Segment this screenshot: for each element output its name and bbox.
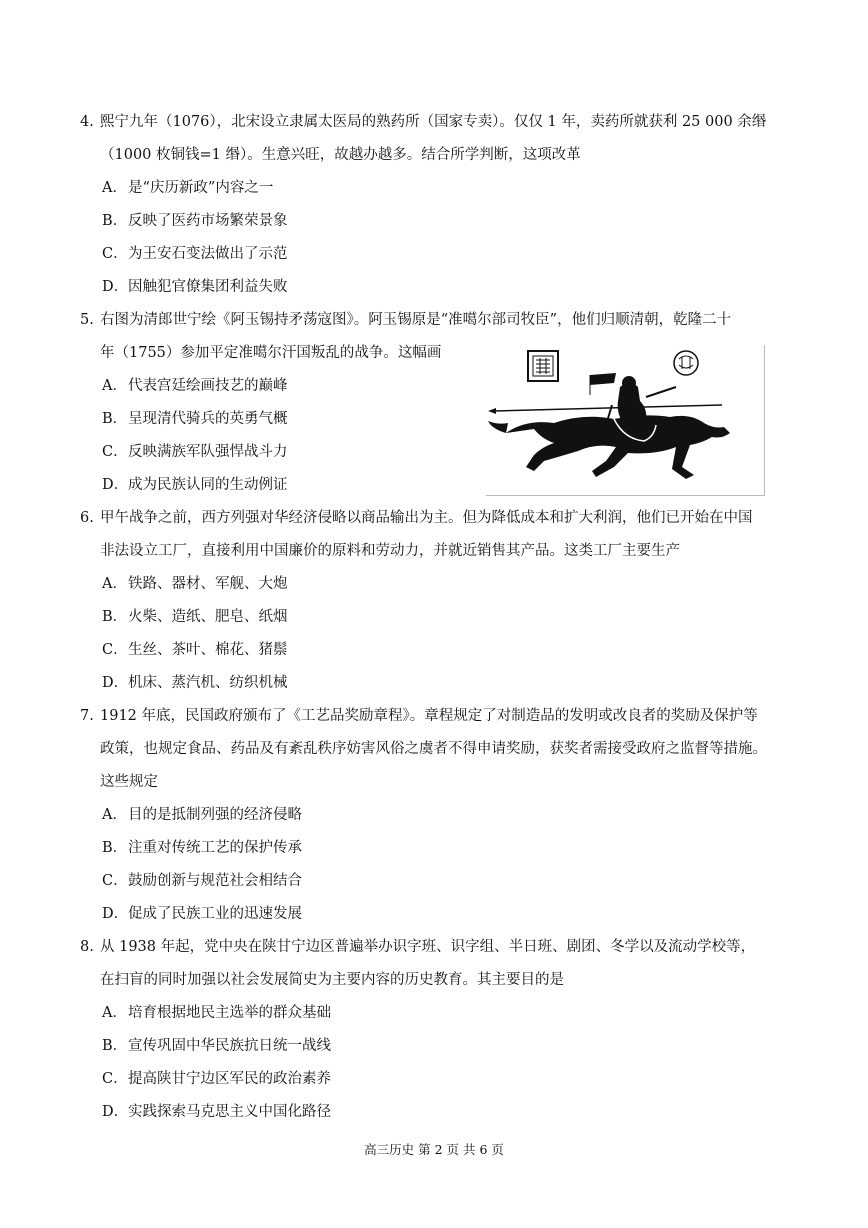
question-5-option-c: C．反映满族军队强悍战斗力 <box>102 444 288 460</box>
horseman-drawing <box>486 345 764 495</box>
question-7-option-b: B．注重对传统工艺的保护传承 <box>102 840 302 856</box>
question-6-option-b: B．火柴、造纸、肥皂、纸烟 <box>102 609 288 625</box>
question-5-option-b: B．呈现清代骑兵的英勇气概 <box>102 411 288 427</box>
question-5-option-d: D．成为民族认同的生动例证 <box>102 477 288 493</box>
question-4-option-b: B．反映了医药市场繁荣景象 <box>102 213 288 229</box>
question-7-option-d: D．促成了民族工业的迅速发展 <box>102 906 302 922</box>
question-5-number: 5. <box>80 312 94 328</box>
question-7-line-3: 这些规定 <box>100 774 158 790</box>
question-8-number: 8. <box>80 939 94 955</box>
question-4-line-1: 4. 熙宁九年（1076），北宋设立隶属太医局的熟药所（国家专卖）。仅仅 1 年，卖药所就获利 25 000 余缗 <box>80 114 767 130</box>
question-8-line-2: 在扫盲的同时加强以社会发展简史为主要内容的历史教育。其主要目的是 <box>100 972 564 988</box>
question-5-line-2: 年（1755）参加平定准噶尔汗国叛乱的战争。这幅画 <box>100 345 442 361</box>
question-5-option-a: A．代表宫廷绘画技艺的巅峰 <box>102 378 288 394</box>
question-8-line-1: 8. 从 1938 年起，党中央在陕甘宁边区普遍举办识字班、识字组、半日班、剧团、冬学以及流动学校等， <box>80 939 756 955</box>
question-6-option-a: A．铁路、器材、军舰、大炮 <box>102 576 288 592</box>
page-footer: 高三历史 第 2 页 共 6 页 <box>364 1142 504 1157</box>
question-8-option-d: D．实践探索马克思主义中国化路径 <box>102 1104 331 1120</box>
question-7-number: 7. <box>80 708 94 724</box>
question-7-option-c: C．鼓励创新与规范社会相结合 <box>102 873 302 889</box>
question-8-option-b: B．宣传巩固中华民族抗日统一战线 <box>102 1038 331 1054</box>
question-4-option-c: C．为王安石变法做出了示范 <box>102 246 288 262</box>
question-8-option-c: C．提高陕甘宁边区军民的政治素养 <box>102 1071 331 1087</box>
question-6-option-c: C．生丝、茶叶、棉花、猪鬃 <box>102 642 288 658</box>
question-8-option-a: A．培育根据地民主选举的群众基础 <box>102 1005 331 1021</box>
question-4-option-d: D．因触犯官僚集团利益失败 <box>102 279 288 295</box>
question-4-option-a: A．是“庆历新政”内容之一 <box>102 180 274 196</box>
question-4-line-2: （1000 枚铜钱=1 缗）。生意兴旺，故越办越多。结合所学判断，这项改革 <box>100 147 581 163</box>
question-6-number: 6. <box>80 510 94 526</box>
question-6-option-d: D．机床、蒸汽机、纺织机械 <box>102 675 288 691</box>
question-6-line-1: 6. 甲午战争之前，西方列强对华经济侵略以商品输出为主。但为降低成本和扩大利润，他们已开始在中国 <box>80 510 753 526</box>
question-5-line-1: 5. 右图为清郎世宁绘《阿玉锡持矛荡寇图》。阿玉锡原是“准噶尔部司牧臣”，他们归顺清朝，乾隆二十 <box>80 312 732 328</box>
question-7-line-1: 7. 1912 年底，民国政府颁布了《工艺品奖励章程》。章程规定了对制造品的发明或改良者的奖励及保护等 <box>80 708 758 724</box>
question-7-option-a: A．目的是抵制列强的经济侵略 <box>102 807 302 823</box>
question-6-line-2: 非法设立工厂，直接利用中国廉价的原料和劳动力，并就近销售其产品。这类工厂主要生产 <box>100 543 680 559</box>
painting-ayuxi-illustration <box>486 345 765 496</box>
question-4-number: 4. <box>80 114 94 130</box>
question-7-line-2: 政策，也规定食品、药品及有紊乱秩序妨害风俗之虞者不得申请奖励，获奖者需接受政府之监督等措施。 <box>100 741 767 757</box>
